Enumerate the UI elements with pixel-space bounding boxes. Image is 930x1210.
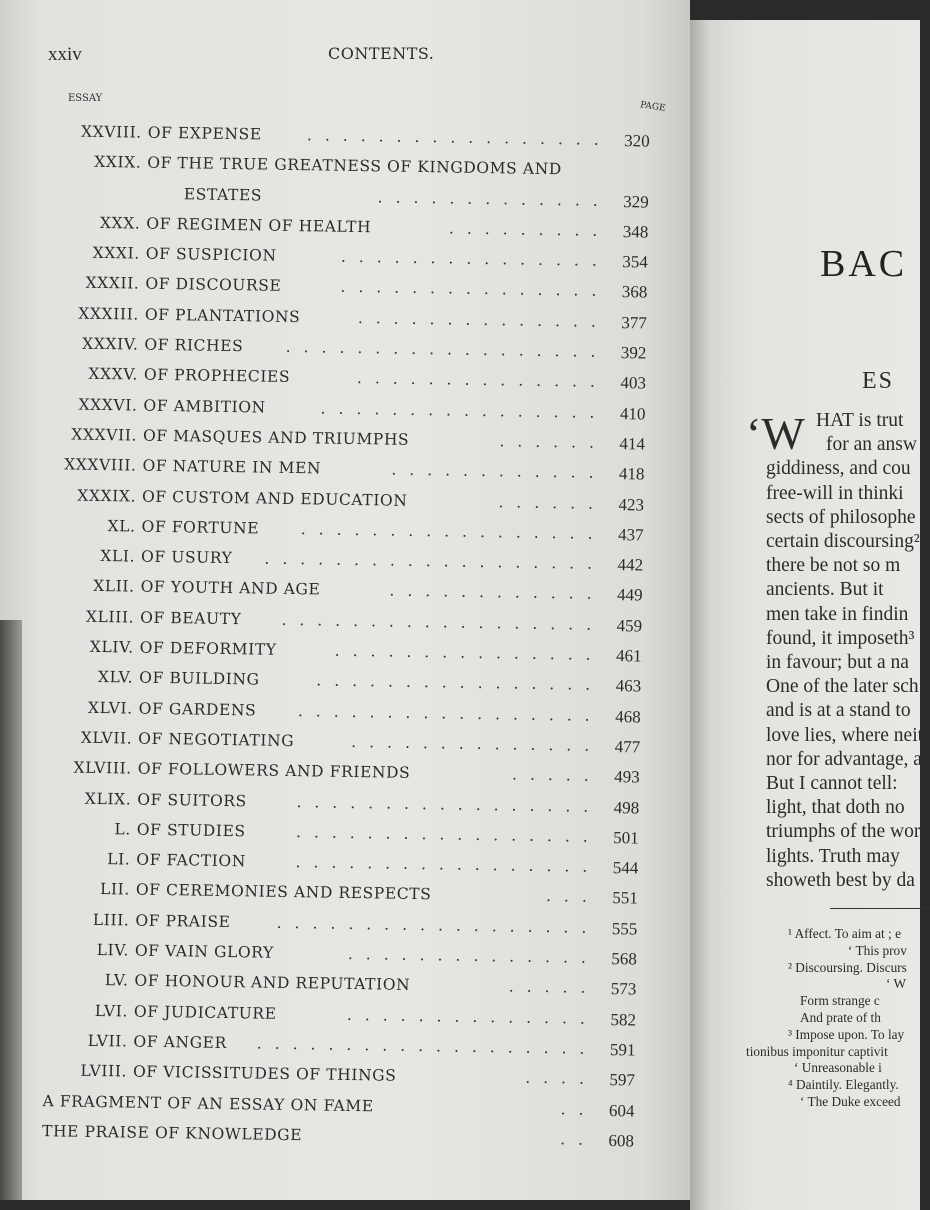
dot-leader: ..............: [357, 308, 610, 331]
page-number: 403: [620, 373, 647, 393]
body-line: triumphs of the wor: [766, 821, 921, 843]
essay-title: OF REGIMEN OF HEALTH: [146, 214, 372, 237]
page-number: 410: [619, 403, 646, 424]
essay-number: XLVII.: [80, 728, 133, 748]
page-number: 414: [619, 434, 646, 454]
page-number: 418: [618, 464, 645, 484]
essay-title: OF PROPHECIES: [143, 366, 291, 387]
dot-leader: ..............: [346, 1005, 599, 1028]
essay-title: OF AMBITION: [143, 396, 266, 417]
body-line: and is at a stand to: [766, 700, 911, 722]
footnote-line: ‘ The Duke exceed: [800, 1094, 901, 1109]
essay-title: OF PLANTATIONS: [144, 305, 301, 326]
body-line: nor for advantage, as: [766, 748, 930, 770]
essay-title: THE PRAISE OF KNOWLEDGE: [41, 1121, 303, 1145]
essay-title: OF MASQUES AND TRIUMPHS: [142, 426, 410, 449]
essay-number: LVII.: [87, 1031, 128, 1051]
page-number: 377: [621, 312, 648, 333]
dot-leader: .................: [306, 126, 612, 149]
page-number: 461: [615, 646, 642, 666]
dot-leader: .........: [448, 219, 611, 240]
dot-leader: ...............: [340, 278, 610, 301]
dot-leader: ..................: [285, 337, 609, 362]
page-number: 477: [614, 737, 641, 757]
dot-leader: ..............: [347, 944, 600, 967]
body-line: lights. Truth may: [766, 845, 900, 867]
dot-leader: ..............: [351, 732, 603, 755]
essay-number: XXXVII.: [71, 425, 138, 445]
essay-number: XXXV.: [88, 365, 139, 384]
essay-title: A FRAGMENT OF AN ESSAY ON FAME: [42, 1091, 374, 1115]
page-number: 498: [613, 797, 640, 818]
body-line: But I cannot tell:: [766, 773, 898, 794]
dot-leader: ....: [525, 1068, 598, 1089]
footnote-line: ⁴ Daintily. Elegantly.: [788, 1077, 899, 1093]
page-number: 423: [618, 494, 645, 515]
essay-title: OF HONOUR AND REPUTATION: [134, 971, 411, 995]
page-column-label: PAGE: [639, 100, 667, 114]
body-line: there be not so m: [766, 555, 901, 577]
essay-title: OF VAIN GLORY: [134, 941, 275, 962]
essay-title: OF BEAUTY: [140, 608, 242, 628]
page-number: 544: [612, 858, 639, 878]
body-line: giddiness, and cou: [766, 458, 911, 480]
body-line: found, it imposeth³: [766, 627, 915, 649]
essay-number: XXXII.: [85, 274, 140, 294]
body-line: HAT is trut: [816, 410, 904, 431]
body-line: love lies, where neit: [766, 724, 924, 746]
essay-number: LIII.: [92, 910, 130, 930]
book-edge-shadow: [0, 620, 22, 1200]
dot-leader: .....: [508, 977, 599, 998]
dot-leader: ............: [391, 460, 607, 483]
dot-leader: ......: [499, 432, 608, 452]
essay-title: OF YOUTH AND AGE: [140, 578, 321, 599]
body-line: free-will in thinki: [766, 482, 904, 504]
footnote-line: ² Discoursing. Discurs: [788, 959, 907, 975]
essay-number: LVI.: [94, 1001, 129, 1021]
essay-number: XXXIX.: [77, 486, 137, 506]
essay-number: XLIV.: [89, 637, 134, 657]
essay-title: OF EXPENSE: [147, 123, 262, 144]
essay-number: LVIII.: [80, 1061, 128, 1081]
page-number: 568: [611, 949, 638, 969]
page-number: 449: [616, 585, 643, 605]
essay-number: XXXIII.: [78, 304, 140, 324]
essay-subheading: ES: [862, 368, 895, 394]
essay-number: XLI.: [100, 547, 136, 566]
dot-leader: ................: [316, 671, 604, 695]
footnote-line: And prate of th: [800, 1010, 881, 1025]
page-number: 468: [615, 706, 641, 727]
essay-number: LI.: [107, 850, 131, 869]
page-number: 493: [614, 767, 640, 787]
essay-title: OF NATURE IN MEN: [142, 456, 322, 478]
drop-cap: ‘W: [746, 408, 805, 459]
page-number: 348: [622, 222, 649, 242]
page-number: 501: [613, 827, 639, 848]
page-number: 459: [616, 615, 643, 636]
dot-leader: .....: [511, 765, 602, 786]
dot-leader: .............: [377, 187, 611, 210]
dot-leader: ...............: [340, 247, 610, 271]
essay-number: XLVIII.: [73, 758, 132, 778]
page-number: 597: [609, 1070, 636, 1090]
dot-leader: ..................: [276, 913, 600, 937]
footnote-line: ‘ W: [886, 976, 907, 992]
dot-leader: ...............: [334, 641, 604, 664]
essay-title: OF JUDICATURE: [133, 1002, 277, 1023]
essay-title: OF FACTION: [136, 850, 247, 871]
dot-leader: .................: [295, 853, 601, 877]
essay-number: LV.: [104, 971, 129, 990]
essay-number: XXX.: [99, 213, 141, 233]
page-number: 354: [622, 252, 648, 272]
essay-number: XLIX.: [84, 789, 132, 809]
body-line: for an answ: [826, 434, 917, 456]
dot-leader: ...: [545, 887, 600, 907]
page-number: 463: [615, 676, 642, 696]
essay-number: XXXVIII.: [64, 455, 137, 475]
essay-number: L.: [114, 820, 131, 839]
footnote-line: ‘ Unreasonable i: [794, 1060, 882, 1076]
dot-leader: ................: [320, 399, 608, 422]
footnote-line: ³ Impose upon. To lay: [788, 1026, 905, 1042]
essay-title: OF FORTUNE: [141, 517, 260, 538]
footnote-line: ¹ Affect. To aim at ; e: [788, 926, 901, 941]
essay-number: XXXI.: [92, 244, 141, 263]
body-line: light, that doth no: [766, 797, 905, 819]
essay-title: OF NEGOTIATING: [138, 729, 295, 751]
body-line: men take in findin: [766, 603, 909, 625]
page-number: 591: [609, 1039, 636, 1060]
essay-title: OF RICHES: [144, 335, 244, 356]
page-number: 551: [612, 888, 638, 908]
essay-title: OF SUITORS: [137, 790, 247, 810]
essay-column-label: ESSAY: [68, 93, 103, 104]
body-line: certain discoursing²: [766, 531, 920, 552]
dot-leader: ..................: [281, 610, 605, 634]
essay-title: OF USURY: [140, 547, 233, 568]
running-head: CONTENTS.: [328, 44, 435, 63]
footnote-line: Form strange c: [800, 993, 880, 1009]
essay-title: OF SUSPICION: [145, 244, 277, 265]
essay-title: OF DEFORMITY: [139, 638, 277, 659]
chapter-heading: BAC: [820, 243, 908, 285]
body-line: showeth best by da: [766, 869, 915, 891]
essay-number: LIV.: [96, 941, 130, 960]
page-number: 368: [621, 282, 648, 303]
essay-number: XXIX.: [94, 153, 142, 172]
page-number: 437: [617, 524, 644, 545]
table-of-contents: [24, 118, 650, 1158]
essay-title-continued: ESTATES: [183, 184, 263, 205]
body-line: sects of philosophe: [766, 506, 916, 528]
essay-title: OF THE TRUE GREATNESS OF KINGDOMS AND: [147, 153, 562, 179]
footnote-rule: [830, 908, 930, 909]
essay-number: XLV.: [97, 668, 134, 687]
dot-leader: ..: [560, 1130, 597, 1149]
essay-title: OF VICISSITUDES OF THINGS: [132, 1062, 397, 1085]
body-line: in favour; but a na: [766, 652, 909, 673]
essay-number: LII.: [99, 880, 131, 899]
essay-number: XL.: [107, 516, 136, 536]
page-number: 329: [623, 191, 649, 212]
essay-title: OF FOLLOWERS AND FRIENDS: [137, 759, 411, 783]
dot-leader: ............: [389, 582, 605, 604]
footnote-line: ‘ This prov: [848, 942, 907, 958]
body-line: One of the later sch: [766, 676, 919, 698]
dot-leader: ......: [498, 492, 607, 513]
body-line: ancients. But it: [766, 579, 884, 601]
page-number: 442: [617, 555, 644, 575]
dot-leader: .................: [295, 822, 601, 846]
essay-number: XXXIV.: [82, 334, 139, 354]
essay-title: OF STUDIES: [136, 820, 246, 841]
essay-title: OF ANGER: [133, 1032, 227, 1052]
essay-number: XLVI.: [87, 698, 133, 718]
essay-title: OF BUILDING: [139, 668, 260, 689]
page-number: 320: [624, 131, 650, 151]
essay-title: OF CUSTOM AND EDUCATION: [141, 487, 408, 510]
page-number: 555: [611, 918, 638, 939]
dot-leader: .................: [300, 520, 606, 543]
essay-number: XXXVI.: [78, 395, 138, 415]
page-folio: xxiv: [48, 44, 82, 65]
essay-number: XXVIII.: [80, 122, 142, 142]
essay-title: OF PRAISE: [135, 911, 231, 931]
footnote-line: tionibus imponitur captivit: [746, 1043, 888, 1059]
dot-leader: .................: [296, 792, 602, 816]
page-number: 608: [608, 1130, 635, 1151]
essay-title: OF CEREMONIES AND RESPECTS: [135, 881, 432, 904]
right-page: [690, 20, 930, 1210]
dot-leader: ..............: [356, 369, 609, 392]
page-number: 573: [610, 979, 637, 999]
dot-leader: ...................: [264, 549, 606, 574]
page-number: 392: [620, 343, 647, 363]
dot-leader: ...................: [256, 1034, 598, 1058]
essay-title: OF GARDENS: [138, 699, 257, 720]
page-number: 604: [608, 1100, 635, 1120]
essay-number: XLII.: [92, 577, 135, 596]
essay-number: XLIII.: [85, 607, 135, 627]
dot-leader: ..: [560, 1099, 597, 1119]
essay-title: OF DISCOURSE: [145, 275, 282, 296]
page-number: 582: [610, 1009, 637, 1030]
dot-leader: .................: [297, 701, 603, 725]
